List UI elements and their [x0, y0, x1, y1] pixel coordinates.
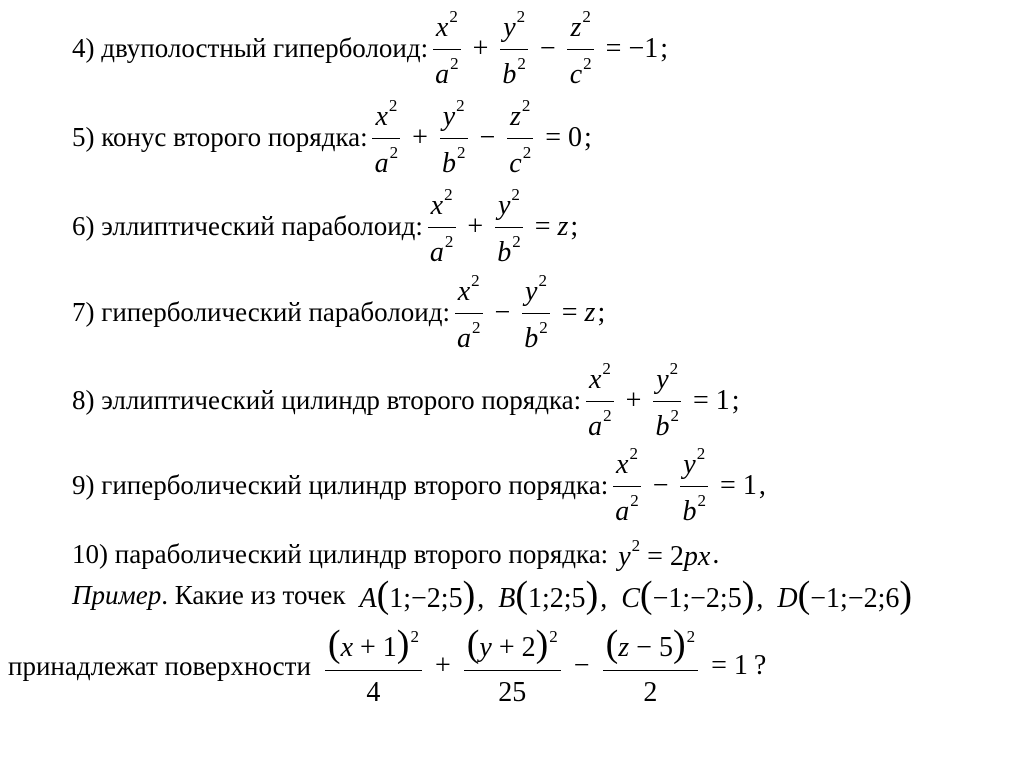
item-7: 7) гиперболический параболоид: $\frac{x^2}{a^2}$ − $\frac{y^2}{b^2}$ = z ;	[72, 271, 606, 354]
equation: $y^2 = 2px$	[618, 536, 711, 572]
rhs: −1	[628, 32, 659, 64]
fraction: $\frac{x^2}{a^2}$	[372, 97, 402, 178]
item-5: 5) конус второго порядка: $\frac{x^2}{a^2}$ + $\frac{y^2}{b^2}$ − $\frac{z^2}{c^2}$ = 0 ;	[72, 96, 592, 179]
item-10: 10) параболический цилиндр второго порядка: $y^2 = 2px$ .	[72, 536, 720, 572]
example-word: Пример	[72, 580, 162, 610]
item-6: 6) эллиптический параболоид: $\frac{x^2}{a^2}$ + $\frac{y^2}{b^2}$ = z ;	[72, 185, 579, 268]
fraction: $\frac{x^2}{a^2}$	[432, 8, 462, 89]
item-8: 8) эллиптический цилиндр второго порядка: $\frac{x^2}{a^2}$ + $\frac{y^2}{b^2}$ = 1 ;	[72, 359, 740, 442]
point-c: C(−1;−2;5),	[621, 574, 764, 616]
item-label: 9) гиперболический цилиндр второго порядка:	[72, 470, 609, 500]
item-label: 7) гиперболический параболоид:	[72, 297, 450, 327]
fraction: $\frac{y^2}{b^2}$	[499, 8, 529, 89]
fraction: $\frac{z^2}{c^2}$	[506, 97, 534, 178]
example-label: принадлежат поверхности	[8, 650, 311, 681]
fraction-z: $\frac{(z - 5)^2}{2}$	[603, 625, 699, 707]
item-label: 8) эллиптический цилиндр второго порядка:	[72, 385, 582, 415]
item-label: 10) параболический цилиндр второго порядка:	[72, 539, 609, 569]
item-label: 6) эллиптический параболоид:	[72, 211, 423, 241]
fraction-x: $\frac{(x + 1)^2}{4}$	[325, 625, 422, 707]
fraction: $\frac{y^2}{b^2}$	[652, 360, 682, 441]
rhs: z	[557, 210, 569, 242]
item-label: 4) двуполостный гиперболоид:	[72, 33, 429, 63]
rhs: 0	[567, 121, 582, 153]
example-text: . Какие из точек	[161, 580, 346, 610]
fraction: $\frac{y^2}{b^2}$	[439, 97, 469, 178]
fraction: $\frac{y^2}{b^2}$	[521, 272, 551, 353]
point-d: D(−1;−2;6)	[777, 574, 913, 616]
fraction: $\frac{y^2}{b^2}$	[680, 445, 710, 526]
point-a: A(1;−2;5),	[359, 574, 485, 616]
fraction-y: $\frac{(y + 2)^2}{25}$	[464, 625, 561, 707]
rhs: z	[584, 296, 596, 328]
item-4: 4) двуполостный гиперболоид: $\frac{x^2}{a^2}$ + $\frac{y^2}{b^2}$ − $\frac{z^2}{c^2}$ = −1 ;	[72, 7, 669, 90]
fraction: $\frac{x^2}{a^2}$	[612, 445, 642, 526]
fraction: $\frac{x^2}{a^2}$	[427, 186, 457, 267]
fraction: $\frac{y^2}{b^2}$	[494, 186, 524, 267]
example-line-1	[72, 576, 912, 615]
fraction: $\frac{x^2}{a^2}$	[585, 360, 615, 441]
fraction: $\frac{x^2}{a^2}$	[454, 272, 484, 353]
rhs: 1	[742, 469, 757, 501]
example-line-2: принадлежат поверхности $\frac{(x + 1)^2}{4}$ + $\frac{(y + 2)^2}{25}$ − $\frac{(z - 5)^2}{2}$ = 1 ?	[8, 623, 767, 708]
rhs: 1	[733, 650, 748, 681]
item-label: 5) конус второго порядка:	[72, 122, 368, 152]
fraction: $\frac{z^2}{c^2}$	[567, 8, 595, 89]
rhs: 1	[715, 384, 730, 416]
item-9: 9) гиперболический цилиндр второго порядка: $\frac{x^2}{a^2}$ − $\frac{y^2}{b^2}$ = 1 ,	[72, 444, 766, 527]
point-b: B(1;2;5),	[498, 574, 608, 616]
